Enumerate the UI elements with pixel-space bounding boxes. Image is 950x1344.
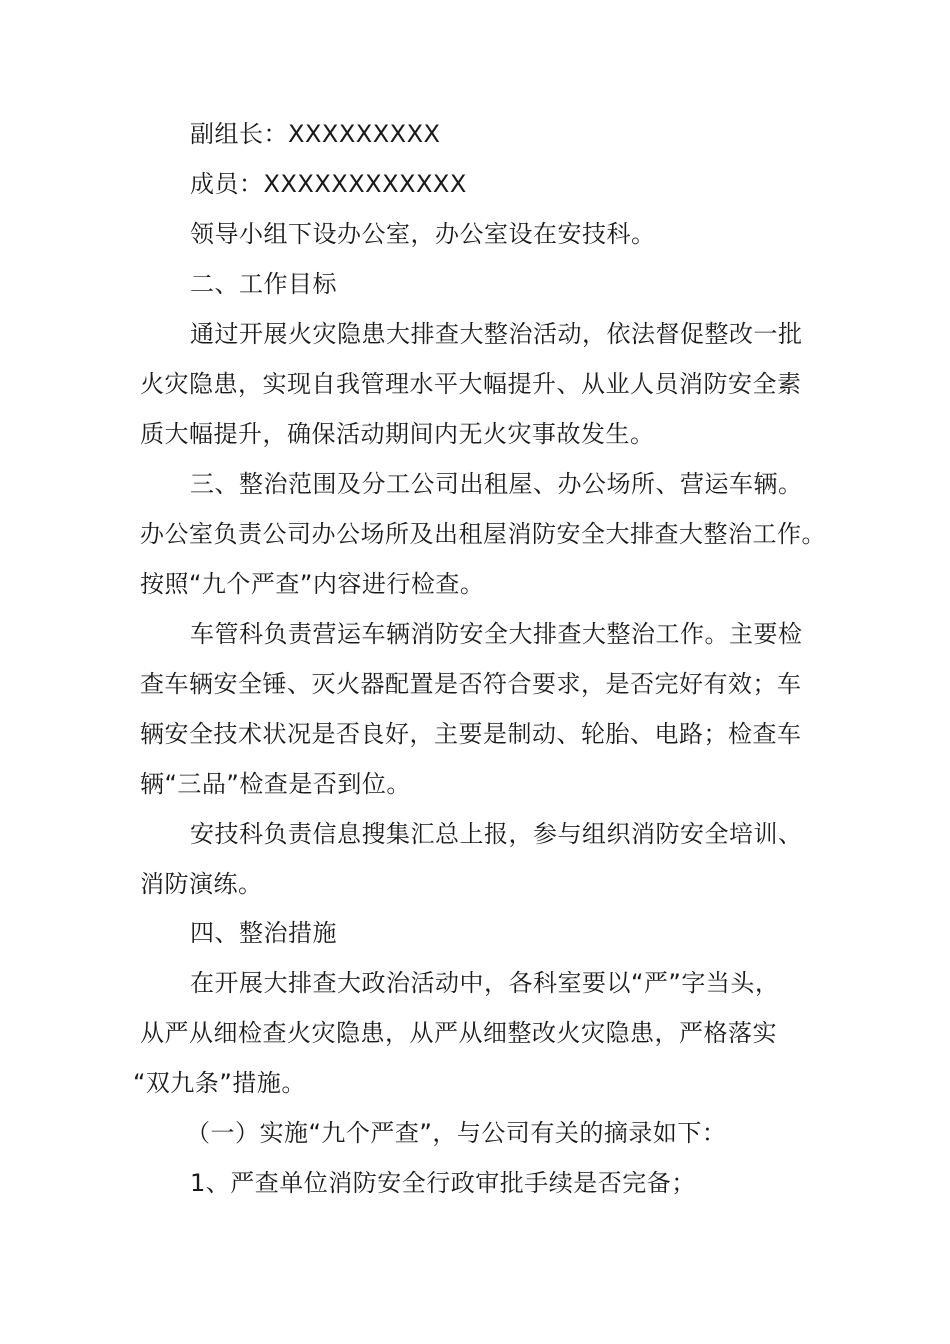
paragraph-line: 按照“九个严查”内容进行检查。 — [140, 570, 485, 598]
members-line: 成员：XXXXXXXXXXXX — [190, 170, 467, 198]
paragraph-line: 办公室负责公司办公场所及出租屋消防安全大排查大整治工作。 — [140, 520, 826, 548]
paragraph-line: 安技科负责信息搜集汇总上报，参与组织消防安全培训、 — [190, 820, 803, 848]
paragraph-line: “双九条”措施。 — [133, 1069, 306, 1097]
paragraph-line: 火灾隐患，实现自我管理水平大幅提升、从业人员消防安全素 — [140, 370, 802, 398]
subsection-heading: （一）实施“九个严查”，与公司有关的摘录如下： — [186, 1119, 727, 1147]
deputy-leader-line: 副组长：XXXXXXXXX — [190, 120, 441, 148]
office-setup-line: 领导小组下设办公室，办公室设在安技科。 — [190, 220, 656, 248]
paragraph-line: 从严从细检查火灾隐患，从严从细整改火灾隐患，严格落实 — [140, 1019, 777, 1047]
paragraph-line: 质大幅提升，确保活动期间内无火灾事故发生。 — [140, 420, 655, 448]
paragraph-line: 查车辆安全锤、灭火器配置是否符合要求，是否完好有效；车 — [140, 670, 802, 698]
paragraph-line: 在开展大排查大政治活动中，各科室要以“严”字当头， — [190, 969, 780, 997]
list-item: 1、严查单位消防安全行政审批手续是否完备； — [190, 1169, 696, 1197]
section-heading-scope: 三、整治范围及分工公司出租屋、办公场所、营运车辆。 — [190, 470, 803, 498]
paragraph-line: 辆安全技术状况是否良好，主要是制动、轮胎、电路；检查车 — [140, 720, 802, 748]
section-heading-goals: 二、工作目标 — [190, 270, 337, 298]
paragraph-line: 辆“三品”检查是否到位。 — [140, 770, 411, 798]
paragraph-line: 车管科负责营运车辆消防安全大排查大整治工作。主要检 — [190, 620, 803, 648]
paragraph-line: 消防演练。 — [140, 870, 263, 898]
paragraph-line: 通过开展火灾隐患大排查大整治活动，依法督促整改一批 — [190, 320, 803, 348]
section-heading-measures: 四、整治措施 — [190, 919, 337, 947]
